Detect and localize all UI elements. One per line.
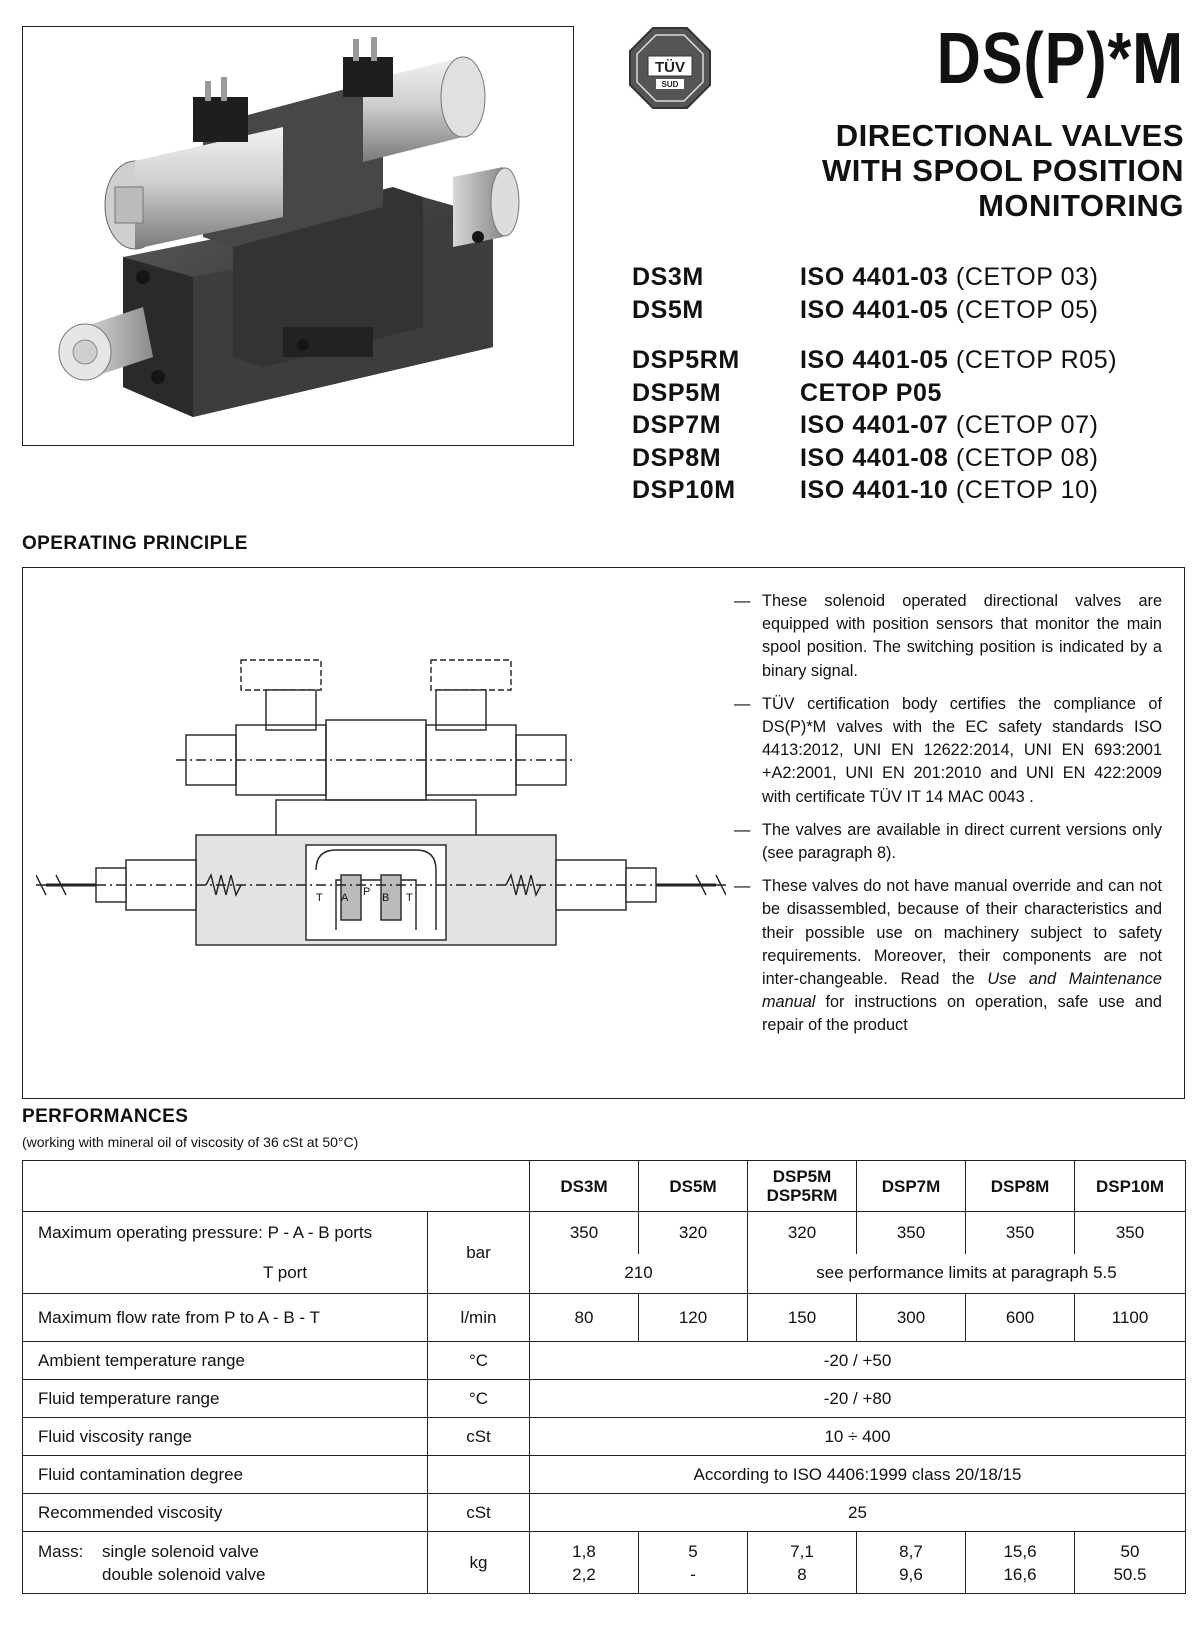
valve-photo-illustration (23, 27, 574, 446)
table-cell: 80 (530, 1294, 639, 1342)
row-unit: kg (428, 1532, 530, 1594)
table-cell: see performance limits at paragraph 5.5 (748, 1254, 1186, 1294)
badge-text-bottom: SUD (661, 80, 679, 89)
table-cell: 10 ÷ 400 (530, 1418, 1186, 1456)
table-header-empty (23, 1161, 530, 1212)
port-label: P (363, 886, 371, 898)
table-cell: 8,7 9,6 (857, 1532, 966, 1594)
table-row (23, 1342, 1186, 1380)
table-cell: 350 (530, 1212, 639, 1254)
model-standard: ISO 4401-05 (CETOP R05) (800, 346, 1118, 374)
table-cell: -20 / +50 (530, 1342, 1186, 1380)
table-cell: 350 (966, 1212, 1075, 1254)
model-standard: ISO 4401-08 (CETOP 08) (800, 443, 1099, 472)
table-row (23, 1456, 1186, 1494)
table-row (23, 1212, 1186, 1254)
bullet-item: — TÜV certification body certifies the compliance of DS(P)*M valves with the EC safety standards ISO 4413:2012, UNI EN 12622:2014, UNI EN 693:2001 +A2:2001, UNI EN 201:2010 and UNI EN 422:2009 with certificate TÜV IT 14 MAC 0043 . (734, 694, 1162, 806)
table-header: DSP5M DSP5RM (748, 1161, 857, 1212)
row-label: Maximum flow rate from P to A - B - T (23, 1294, 428, 1342)
section-heading-performances: PERFORMANCES (22, 1106, 189, 1127)
table-header: DS5M (639, 1161, 748, 1212)
table-cell: 150 (748, 1294, 857, 1342)
row-label: Fluid contamination degree (23, 1456, 428, 1494)
table-row (23, 1380, 1186, 1418)
tuv-badge-icon (628, 26, 712, 110)
table-header: DSP7M (857, 1161, 966, 1212)
table-cell: 350 (857, 1212, 966, 1254)
table-row (23, 1494, 1186, 1532)
port-label: B (382, 892, 390, 904)
model-code: DSP5M (632, 378, 722, 407)
table-cell: 350 (1075, 1212, 1186, 1254)
row-unit: cSt (428, 1494, 530, 1532)
model-standard: CETOP P05 (800, 378, 943, 407)
table-cell: 50 50.5 (1075, 1532, 1186, 1594)
row-unit: bar (428, 1212, 530, 1294)
table-row (23, 1294, 1186, 1342)
row-unit: l/min (428, 1294, 530, 1342)
model-standard: ISO 4401-05 (CETOP 05) (800, 295, 1099, 324)
model-standard: ISO 4401-07 (CETOP 07) (800, 411, 1099, 439)
row-label-mass: Mass: single solenoid valve double solenoid valve (23, 1532, 428, 1594)
table-row (23, 1254, 1186, 1294)
table-cell: According to ISO 4406:1999 class 20/18/15 (530, 1456, 1186, 1494)
table-row (23, 1418, 1186, 1456)
table-cell: 210 (530, 1254, 748, 1294)
model-code: DS5M (632, 295, 704, 324)
model-code: DSP7M (632, 411, 722, 439)
page-title: DS(P)*M (936, 19, 1184, 99)
row-label: Ambient temperature range (23, 1342, 428, 1380)
subtitle-line: DIRECTIONAL VALVES (835, 118, 1184, 153)
table-cell: 320 (748, 1212, 857, 1254)
port-label: T (406, 892, 413, 904)
row-unit: °C (428, 1342, 530, 1380)
table-header: DSP10M (1075, 1161, 1186, 1212)
operating-principle-bullets (734, 590, 1162, 1048)
model-standard: ISO 4401-10 (CETOP 10) (800, 476, 1099, 504)
subtitle-line: WITH SPOOL POSITION (821, 153, 1184, 188)
table-cell: 600 (966, 1294, 1075, 1342)
port-label: A (341, 892, 349, 904)
subtitle-line: MONITORING (978, 188, 1184, 223)
model-code: DSP10M (632, 476, 736, 504)
table-row (23, 1532, 1186, 1594)
product-photo (22, 26, 574, 446)
table-header: DSP8M (966, 1161, 1075, 1212)
page-subtitle (822, 118, 1184, 223)
port-label: T (316, 892, 323, 904)
row-label: Recommended viscosity (23, 1494, 428, 1532)
model-standard: ISO 4401-03 (CETOP 03) (800, 263, 1099, 291)
table-cell: 320 (639, 1212, 748, 1254)
row-unit: cSt (428, 1418, 530, 1456)
table-cell: 120 (639, 1294, 748, 1342)
valve-section-diagram (36, 640, 726, 970)
performances-table (22, 1160, 1186, 1594)
table-cell: 5 - (639, 1532, 748, 1594)
table-header-row (23, 1161, 1186, 1212)
bullet-item: — These valves do not have manual override and can not be disassembled, because of their characteristics and their possible use on machinery subject to safety requirements. Moreover, their components are not inter-changeable. Read the Use and Maintenance manual for instructions on operation, safe use and repair of the product (734, 877, 1162, 1035)
table-cell: 1100 (1075, 1294, 1186, 1342)
bullet-item: — These solenoid operated directional valves are equipped with position sensors that monitor the main spool position. The switching position is indicated by a binary signal. (734, 592, 1162, 680)
table-cell: 7,1 8 (748, 1532, 857, 1594)
section-heading-operating-principle: OPERATING PRINCIPLE (22, 533, 248, 554)
table-cell: -20 / +80 (530, 1380, 1186, 1418)
row-label: Fluid viscosity range (23, 1418, 428, 1456)
table-cell: 300 (857, 1294, 966, 1342)
performances-note: (working with mineral oil of viscosity of 36 cSt at 50°C) (22, 1134, 359, 1150)
row-label: T port (23, 1254, 428, 1294)
bullet-item: — The valves are available in direct current versions only (see paragraph 8). (734, 820, 1162, 863)
badge-text-top: TÜV (655, 59, 685, 76)
row-label: Maximum operating pressure: P - A - B ports (23, 1212, 428, 1254)
model-code: DSP8M (632, 443, 722, 472)
row-unit (428, 1456, 530, 1494)
table-cell: 15,6 16,6 (966, 1532, 1075, 1594)
table-header: DS3M (530, 1161, 639, 1212)
table-cell: 25 (530, 1494, 1186, 1532)
row-unit: °C (428, 1380, 530, 1418)
row-label: Fluid temperature range (23, 1380, 428, 1418)
model-code: DSP5RM (632, 346, 740, 374)
table-cell: 1,8 2,2 (530, 1532, 639, 1594)
model-code: DS3M (632, 263, 704, 291)
